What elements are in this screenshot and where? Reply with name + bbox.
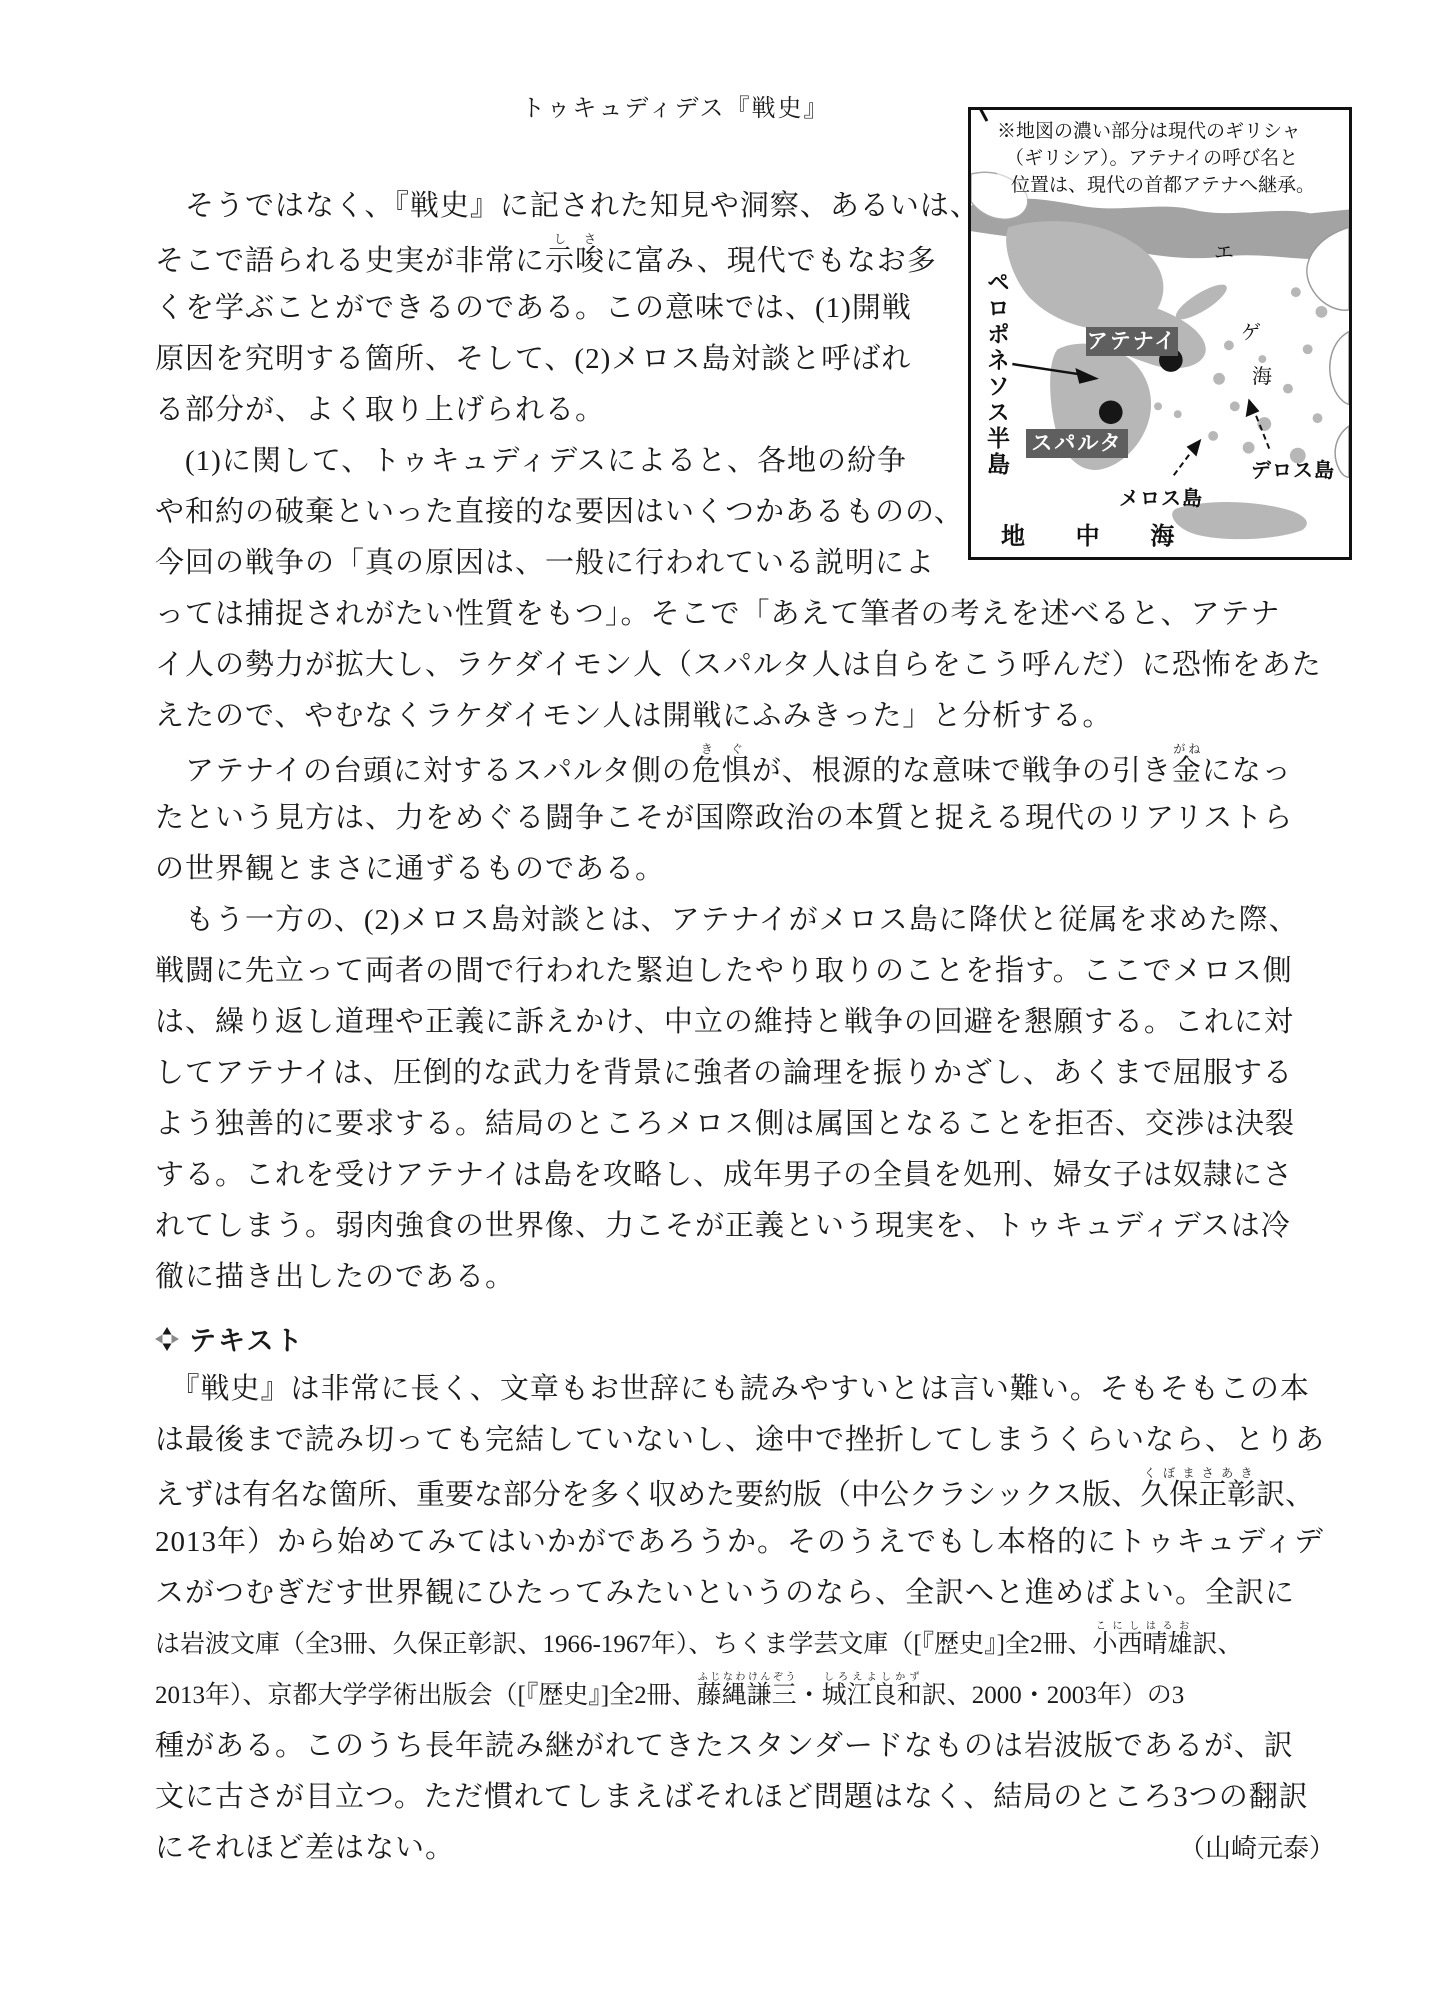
- peloponnese-label: ペロポネソス半島: [984, 270, 1010, 478]
- body-line: れてしまう。弱肉強食の世界像、力こそが正義という現実を、トゥキュディデスは冷: [155, 1210, 1291, 1242]
- body-line: たという見方は、力をめぐる闘争こそが国際政治の本質と捉える現代のリアリストら: [155, 802, 1294, 834]
- body-line: イ人の勢力が拡大し、ラケダイモン人（スパルタ人は自らをこう呼んだ）に恐怖をあた: [155, 649, 1322, 681]
- body-line: は岩波文庫（全3冊、久保正彰訳、1966-1967年）、ちくま学芸文庫（[『歴史』]全2冊、小西晴雄こにしはるお訳、: [155, 1621, 1243, 1658]
- page-title: トゥキュディデス『戦史』: [521, 96, 830, 122]
- sparta-label: スパルタ: [1026, 429, 1128, 458]
- aegean-sea-label-char: 海: [1252, 366, 1272, 388]
- body-line: 『戦史』は非常に長く、文章もお世辞にも読みやすいとは言い難い。そもそもこの本: [155, 1373, 1310, 1405]
- body-line: えずは有名な箇所、重要な部分を多く収めた要約版（中公クラシックス版、久保正彰くぼまさあき訳、: [155, 1466, 1315, 1511]
- body-line: そうではなく、『戦史』に記された知見や洞察、あるいは、: [155, 190, 980, 222]
- body-line: 戦闘に先立って両者の間で行われた緊迫したやり取りのことを指す。ここでメロス側: [155, 955, 1293, 987]
- body-line: 種がある。このうち長年読み継がれてきたスタンダードなものは岩波版であるが、訳: [155, 1730, 1294, 1762]
- body-line: っては捕捉されがたい性質をもつ」。そこで「あえて筆者の考えを述べると、アテナ: [155, 598, 1281, 630]
- map-note-line: ※地図の濃い部分は現代のギリシャ: [997, 118, 1315, 145]
- body-line: そこで語られる史実が非常に示唆しさに富み、現代でもなお多: [155, 232, 937, 277]
- body-line: 2013年）、京都大学学術出版会（[『歴史』]全2冊、藤縄謙三ふじなわけんぞう・城江良和しろえよしかず訳、2000・2003年）の3: [155, 1672, 1185, 1709]
- body-line: 文に古さが目立つ。ただ慣れてしまえばそれほど問題はなく、結局のところ3つの翻訳: [155, 1781, 1309, 1813]
- body-line: 今回の戦争の「真の原因は、一般に行われている説明によ: [155, 547, 936, 579]
- body-line: は、繰り返し道理や正義に訴えかけ、中立の維持と戦争の回避を懇願する。これに対: [155, 1006, 1294, 1038]
- delos-label: デロス島: [1251, 460, 1335, 482]
- body-line: アテナイの台頭に対するスパルタ側の危惧きぐが、根源的な意味で戦争の引き金がねになっ: [155, 742, 1292, 787]
- body-line: スがつむぎだす世界観にひたってみたいというのなら、全訳へと進めばよい。全訳に: [155, 1577, 1296, 1609]
- body-line: や和約の破棄といった直接的な要因はいくつかあるものの、: [155, 496, 964, 528]
- article-body: [155, 181, 1335, 1874]
- body-line: えたので、やむなくラケダイモン人は開戦にふみきった」と分析する。: [155, 700, 1113, 732]
- diamond-bullet-icon: [155, 1327, 179, 1351]
- aegean-sea-label-char: ゲ: [1241, 322, 1261, 344]
- mediterranean-label: 地 中 海: [1001, 523, 1197, 550]
- section-heading-label: テキスト: [189, 1326, 305, 1356]
- body-line: は最後まで読み切っても完結していないし、途中で挫折してしまうくらいなら、とりあ: [155, 1424, 1326, 1456]
- body-line: 原因を究明する箇所、そして、(2)メロス島対談と呼ばれ: [155, 343, 912, 375]
- section-heading-text: [155, 1313, 1335, 1364]
- body-line: くを学ぶことができるのである。この意味では、(1)開戦: [155, 292, 912, 324]
- map-note-line: （ギリシア）。アテナイの呼び名と: [997, 145, 1315, 172]
- body-line: (1)に関して、トゥキュディデスによると、各地の紛争: [155, 445, 908, 477]
- body-line: にそれほど差はない。: [155, 1832, 456, 1864]
- body-line: 徹に描き出したのである。: [155, 1261, 516, 1293]
- aegean-sea-label-char: エ: [1214, 242, 1234, 264]
- body-line: る部分が、よく取り上げられる。: [155, 394, 606, 426]
- body-line: 2013年）から始めてみてはいかがであろうか。そのうえでもし本格的にトゥキュディデ: [155, 1526, 1324, 1558]
- map-note-line: 位置は、現代の首都アテナへ継承。: [997, 172, 1315, 199]
- body-line: よう独善的に要求する。結局のところメロス側は属国となることを拒否、交渉は決裂: [155, 1108, 1296, 1140]
- body-line: もう一方の、(2)メロス島対談とは、アテナイがメロス島に降伏と従属を求めた際、: [155, 904, 1299, 936]
- body-line: の世界観とまさに通ずるものである。: [155, 853, 666, 885]
- melos-label: メロス島: [1119, 488, 1203, 510]
- body-line: する。これを受けアテナイは島を攻略し、成年男子の全員を処刑、婦女子は奴隷にさ: [155, 1159, 1293, 1191]
- athens-label: アテナイ: [1086, 327, 1178, 356]
- author-attribution: （山崎元泰）: [1178, 1834, 1335, 1863]
- body-line: してアテナイは、圧倒的な武力を背景に強者の論理を振りかざし、あくまで屈服する: [155, 1057, 1293, 1089]
- body-last-line: [155, 1823, 1335, 1874]
